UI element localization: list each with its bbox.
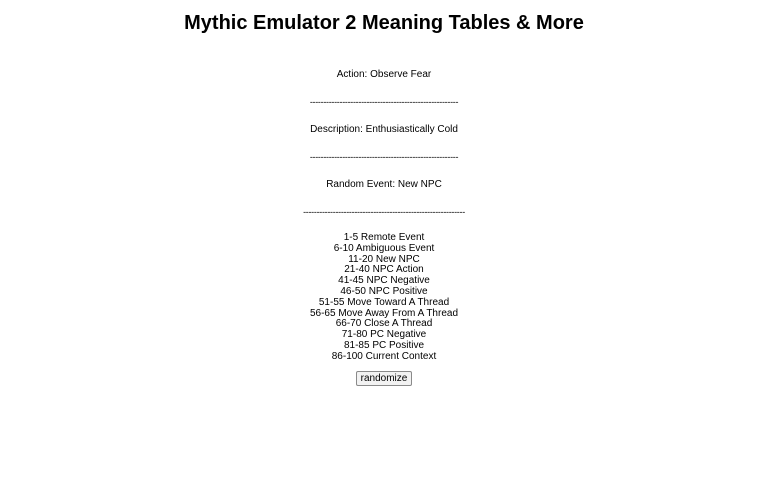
results-panel	[0, 68, 768, 386]
list-item: 71-80 PC Negative	[341, 329, 427, 341]
list-item: 6-10 Ambiguous Event	[333, 242, 435, 254]
list-item: 81-85 PC Positive	[343, 339, 425, 351]
divider-1: -------------------------------------------------------	[309, 97, 459, 107]
list-item: 66-70 Close A Thread	[335, 318, 433, 330]
list-item: 1-5 Remote Event	[343, 232, 425, 243]
list-item: 11-20 New NPC	[348, 253, 420, 265]
description-result: Description: Enthusiastically Cold	[310, 124, 458, 135]
divider-3: ------------------------------------------------------------	[303, 207, 465, 217]
action-result: Action: Observe Fear	[336, 69, 432, 80]
button-row	[0, 371, 768, 386]
list-item: 56-65 Move Away From A Thread	[309, 307, 459, 319]
list-item: 46-50 NPC Positive	[340, 285, 428, 297]
list-item: 41-45 NPC Negative	[338, 275, 430, 287]
divider-2: -------------------------------------------------------	[309, 152, 459, 162]
random-event-result: Random Event: New NPC	[326, 179, 442, 190]
list-item: 86-100 Current Context	[331, 350, 437, 362]
random-event-table	[0, 233, 768, 363]
list-item: 21-40 NPC Action	[344, 264, 424, 276]
page-title: Mythic Emulator 2 Meaning Tables & More	[184, 12, 584, 34]
randomize-button[interactable]: randomize	[356, 371, 413, 386]
list-item: 51-55 Move Toward A Thread	[318, 296, 450, 308]
